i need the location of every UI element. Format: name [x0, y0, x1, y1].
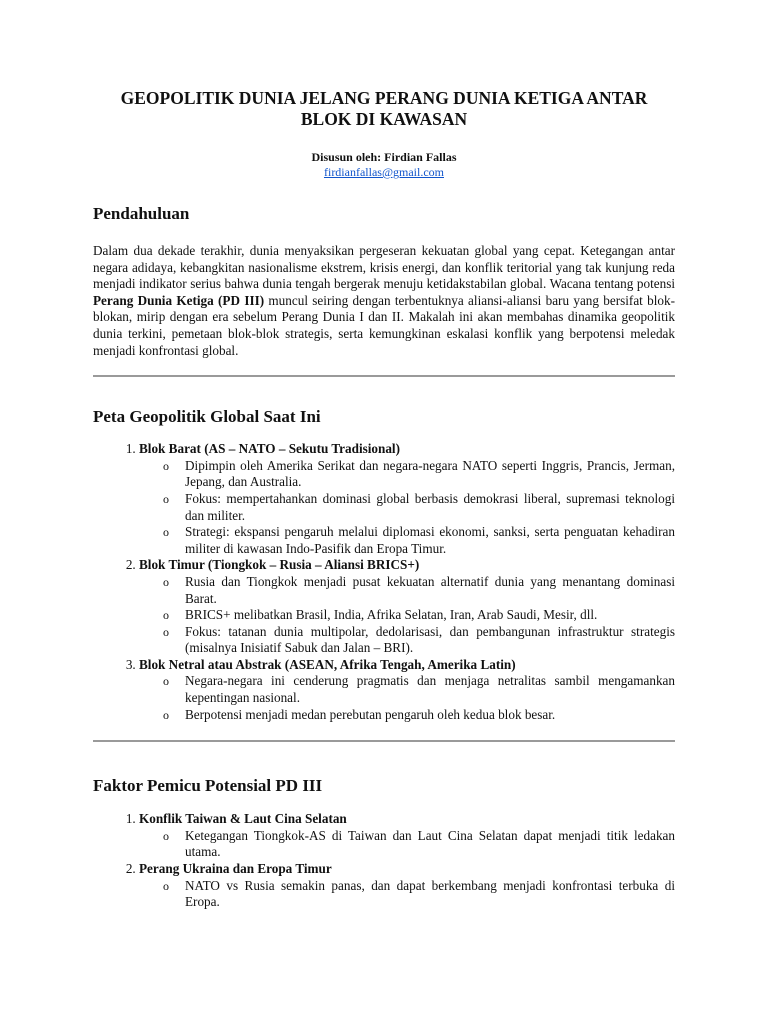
intro-paragraph: [93, 243, 675, 359]
trigger-block-point-text: NATO vs Rusia semakin panas, dan dapat berkembang menjadi konfrontasi terbuka di Eropa.: [185, 877, 675, 910]
map-blocks-list: [93, 441, 675, 723]
map-block-item: [139, 657, 675, 723]
map-block-item-title: Blok Timur (Tiongkok – Rusia – Aliansi BRICS+): [139, 557, 420, 573]
trigger-block-item: [139, 811, 675, 861]
bullet-marker: o: [163, 458, 169, 473]
map-block-point: [163, 573, 675, 607]
bullet-marker: o: [163, 828, 169, 843]
intro-bold-term: Perang Dunia Ketiga (PD III): [93, 292, 265, 308]
map-block-item: [139, 557, 675, 657]
bullet-marker: o: [163, 674, 169, 689]
document-content: [93, 88, 675, 911]
author-email-link[interactable]: firdianfallas@gmail.com: [323, 165, 444, 179]
map-block-point: [163, 607, 675, 624]
map-block-points: [139, 574, 675, 657]
triggers-section-heading: Faktor Pemicu Potensial PD III: [93, 776, 323, 796]
map-block-point: [163, 457, 675, 491]
bullet-marker: o: [163, 608, 169, 623]
trigger-block-point: [163, 877, 675, 911]
map-block-point-text: Rusia dan Tiongkok menjadi pusat kekuatan alternatif dunia yang menantang dominasi Barat.: [185, 573, 675, 606]
intro-text-1: Dalam dua dekade terakhir, dunia menyaksikan pergeseran kekuatan global yang cepat. Ketegangan antar negara adidaya, kebangkitan nasionalisme ekstrem, krisis energi, dan konflik teritorial yang tak kunjung reda menjadi indikator serius bahwa dunia tengah bergerak menuju ketidakstabilan global. Wacana tentang potensi: [93, 243, 675, 292]
trigger-block-item-title: Perang Ukraina dan Eropa Timur: [139, 861, 332, 877]
bullet-marker: o: [163, 624, 169, 639]
bullet-marker: o: [163, 525, 169, 540]
author-line: Disusun oleh: Firdian Fallas: [311, 150, 457, 164]
map-block-item-title: Blok Netral atau Abstrak (ASEAN, Afrika Tengah, Amerika Latin): [139, 656, 516, 672]
bullet-marker: o: [163, 574, 169, 589]
intro-text-2: muncul seiring dengan terbentuknya aliansi-aliansi baru yang bersifat blok-blokan, mirip dengan era sebelum Perang Dunia I dan II. Makalah ini akan membahas dinamika geopolitik dunia terkini, pemetaan blok-blok strategis, serta kemungkinan eskalasi konflik yang berpotensi meledak menjadi konfrontasi global.: [93, 292, 675, 358]
trigger-blocks-list: [93, 811, 675, 911]
trigger-block-item: [139, 861, 675, 911]
map-block-point-text: Negara-negara ini cenderung pragmatis dan menjaga netralitas sambil mengamankan kepentingan nasional.: [185, 673, 675, 706]
map-block-point: [163, 524, 675, 557]
intro-heading: Pendahuluan: [93, 204, 190, 223]
bullet-marker: o: [163, 491, 169, 506]
trigger-block-point: [163, 827, 675, 861]
map-section-heading: Peta Geopolitik Global Saat Ini: [93, 407, 321, 427]
map-block-point: [163, 706, 675, 724]
map-block-item: [139, 441, 675, 557]
byline: [93, 150, 675, 180]
map-block-item-title: Blok Barat (AS – NATO – Sekutu Tradisional): [139, 441, 400, 457]
map-block-point-text: Fokus: mempertahankan dominasi global berbasis demokrasi liberal, supremasi teknologi dan militer.: [185, 490, 675, 523]
map-block-point-text: Berpotensi menjadi medan perebutan pengaruh oleh kedua blok besar.: [185, 706, 556, 722]
trigger-block-item-title: Konflik Taiwan & Laut Cina Selatan: [139, 811, 347, 827]
trigger-block-point-text: Ketegangan Tiongkok-AS di Taiwan dan Laut Cina Selatan dapat menjadi titik ledakan utama.: [185, 827, 675, 860]
map-block-points: [139, 673, 675, 723]
map-block-point-text: Fokus: tatanan dunia multipolar, dedolarisasi, dan pembangunan infrastruktur strategis (misalnya Inisiatif Sabuk dan Jalan – BRI).: [185, 623, 675, 656]
bullet-marker: o: [163, 878, 169, 893]
map-block-point-text: Dipimpin oleh Amerika Serikat dan negara-negara NATO seperti Inggris, Prancis, Jerman, Jepang, dan Australia.: [185, 457, 675, 490]
map-block-points: [139, 458, 675, 558]
map-block-point-text: Strategi: ekspansi pengaruh melalui diplomasi ekonomi, sanksi, serta penguatan kehadiran militer di kawasan Indo-Pasifik dan Eropa Timur.: [185, 524, 675, 556]
document-title: GEOPOLITIK DUNIA JELANG PERANG DUNIA KETIGA ANTAR BLOK DI KAWASAN: [120, 88, 648, 129]
trigger-block-points: [139, 878, 675, 911]
map-block-point: [163, 623, 675, 657]
map-block-point: [163, 673, 675, 706]
bullet-marker: o: [163, 707, 169, 722]
map-block-point-text: BRICS+ melibatkan Brasil, India, Afrika Selatan, Iran, Arab Saudi, Mesir, dll.: [185, 607, 598, 623]
map-block-point: [163, 490, 675, 524]
trigger-block-points: [139, 828, 675, 861]
